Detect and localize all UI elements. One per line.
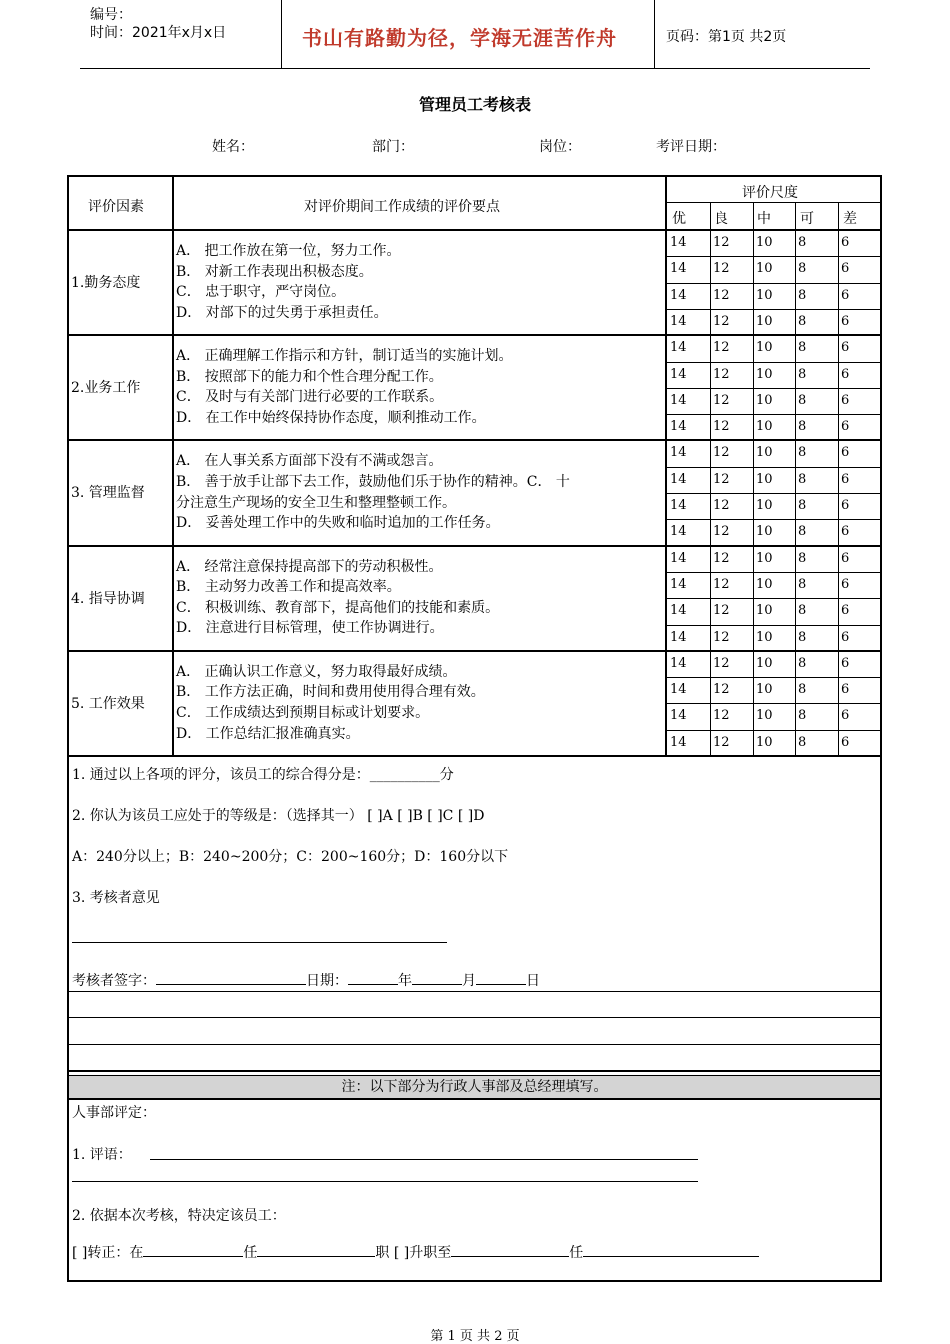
score-option[interactable]: 8 [798,392,807,408]
score-option[interactable]: 6 [841,682,850,698]
score-option[interactable]: 12 [713,392,730,408]
score-option[interactable]: 10 [756,366,773,382]
score-option[interactable]: 10 [756,419,773,435]
score-row-divider [667,388,881,389]
factor-row-divider [69,650,881,652]
comment-label: 1. 评语： [72,1147,132,1163]
score-row-divider [667,703,881,704]
score-option[interactable]: 8 [798,340,807,356]
score-option[interactable]: 14 [670,419,687,435]
promotion-row [72,1242,759,1262]
factor-row-divider [69,439,881,441]
score-option[interactable]: 14 [670,655,687,671]
score-option[interactable]: 6 [841,392,850,408]
grade-question[interactable]: 2. 你认为该员工应处于的等级是：（选择其一） [ ]A [ ]B [ ]C [ ]D [72,808,485,824]
month-blank[interactable] [412,970,462,985]
col-divider [753,203,754,756]
confirm-checkbox-label[interactable]: [ ]转正：在 [72,1245,144,1261]
score-option[interactable]: 14 [670,471,687,487]
evaluation-point: C． 及时与有关部门进行必要的工作联系。 [176,389,444,406]
factor-row-divider [69,334,881,336]
day-blank[interactable] [476,970,526,985]
score-option[interactable]: 6 [841,261,850,277]
year-label: 年 [398,973,412,989]
grade-poor: 差 [843,211,857,227]
score-option[interactable]: 6 [841,498,850,513]
col-divider [710,203,711,756]
comment-line[interactable] [72,1181,698,1182]
score-option[interactable]: 10 [756,313,773,329]
score-option[interactable]: 8 [798,708,807,724]
score-option[interactable]: 12 [713,471,730,487]
score-option[interactable]: 6 [841,419,850,435]
row-divider [69,991,881,992]
score-option[interactable]: 8 [798,682,807,698]
factor-name: 1.勤务态度 [71,275,141,291]
evaluation-point: D． 在工作中始终保持协作态度，顺利推动工作。 [176,409,486,426]
comment-line[interactable] [150,1159,698,1160]
form-title: 管理员工考核表 [418,95,531,114]
evaluation-point: C． 工作成绩达到预期目标或计划要求。 [176,704,430,721]
confirm-post-label: 任 [243,1245,258,1261]
evaluation-points [176,451,570,533]
score-option[interactable]: 12 [713,419,730,435]
signature-blank[interactable] [156,970,306,985]
col-divider [795,203,796,756]
score-option[interactable]: 14 [670,682,687,698]
score-option[interactable]: 6 [841,235,850,250]
grade-rule: A：240分以上；B：240~200分；C：200~160分；D：160分以下 [72,849,509,865]
score-option[interactable]: 12 [713,287,730,303]
score-option[interactable]: 10 [756,524,773,540]
score-row-divider [667,598,881,599]
evaluation-point: A． 正确认识工作意义，努力取得最好成绩。 [176,663,457,680]
score-option[interactable]: 12 [713,708,730,724]
evaluation-point: A． 在人事关系方面部下没有不满或怨言。 [176,453,443,470]
evaluation-point: D． 工作总结汇报准确真实。 [176,725,360,742]
row-divider [69,1017,881,1018]
score-option[interactable]: 8 [798,366,807,382]
score-option[interactable]: 14 [670,235,687,250]
evaluation-point: 分注意生产现场的安全卫生和整理整顿工作。 [176,494,456,511]
evaluation-points [176,557,499,639]
score-option[interactable]: 14 [670,550,687,566]
col-divider [838,203,839,756]
promote-post-label: 任 [569,1245,584,1261]
score-option[interactable]: 12 [713,524,730,540]
grade-average: 中 [757,211,771,227]
score-option[interactable]: 12 [713,734,730,750]
score-option[interactable]: 10 [756,576,773,592]
col-scale-header: 评价尺度 [742,185,798,201]
page-footer: 第 1 页 共 2 页 [430,1329,520,1344]
date-label: 日期： [306,973,348,989]
confirm-post-blank[interactable] [257,1242,375,1257]
score-option[interactable]: 12 [713,445,730,461]
score-row-divider [667,519,881,520]
score-option[interactable]: 8 [798,655,807,671]
score-option[interactable]: 14 [670,366,687,382]
score-row-divider [667,493,881,494]
col-points-header: 对评价期间工作成绩的评价要点 [304,199,500,215]
signature-label: 考核者签字： [72,973,156,989]
score-option[interactable]: 8 [798,313,807,329]
evaluation-point: B． 工作方法正确，时间和费用使用得合理有效。 [176,684,485,701]
motto: 书山有路勤为径，学海无涯苦作舟 [302,26,617,50]
score-option[interactable]: 14 [670,603,687,619]
page-header [80,0,870,69]
evaluation-point: A． 正确理解工作指示和方针，制订适当的实施计划。 [176,348,513,365]
factor-row-divider [69,545,881,547]
promote-post-blank[interactable] [583,1242,759,1257]
score-option[interactable]: 6 [841,445,850,461]
score-option[interactable]: 14 [670,392,687,408]
score-option[interactable]: 10 [756,734,773,750]
score-option[interactable]: 10 [756,261,773,277]
evaluation-point: B． 按照部下的能力和个性合理分配工作。 [176,368,443,385]
score-option[interactable]: 6 [841,287,850,303]
opinion-line[interactable] [72,942,447,943]
factor-name: 5. 工作效果 [71,695,145,712]
grade-good: 良 [714,211,728,227]
factor-name: 4. 指导协调 [71,590,145,607]
score-option[interactable]: 6 [841,603,850,619]
score-option[interactable]: 14 [670,340,687,356]
score-option[interactable]: 10 [756,629,773,645]
evaluation-points [176,346,513,428]
score-row-divider [667,730,881,731]
time-label: 时间：2021年x月x日 [90,25,227,41]
score-option[interactable]: 10 [756,235,773,250]
score-option[interactable]: 8 [798,550,807,566]
score-option[interactable]: 10 [756,708,773,724]
score-option[interactable]: 14 [670,498,687,513]
evaluation-points [176,241,401,323]
month-label: 月 [462,973,476,989]
score-option[interactable]: 6 [841,629,850,645]
evaluation-point: D． 妥善处理工作中的失败和临时追加的工作任务。 [176,515,500,532]
admin-note: 注：以下部分为行政人事部及总经理填写。 [69,1075,880,1100]
score-option[interactable]: 12 [713,235,730,250]
score-option[interactable]: 10 [756,498,773,513]
score-option[interactable]: 6 [841,734,850,750]
score-option[interactable]: 12 [713,313,730,329]
score-option[interactable]: 8 [798,235,807,250]
score-option[interactable]: 12 [713,550,730,566]
total-score-question: 1. 通过以上各项的评分，该员工的综合得分是：__________分 [72,767,454,783]
score-option[interactable]: 8 [798,445,807,461]
score-option[interactable]: 6 [841,708,850,724]
score-row-divider [667,362,881,363]
decision-label: 2. 依据本次考核，特决定该员工： [72,1208,286,1224]
score-option[interactable]: 8 [798,629,807,645]
score-row-divider [667,256,881,257]
score-option[interactable]: 14 [670,734,687,750]
score-option[interactable]: 14 [670,708,687,724]
score-option[interactable]: 8 [798,576,807,592]
score-option[interactable]: 10 [756,340,773,356]
header-divider [654,0,655,68]
score-option[interactable]: 6 [841,576,850,592]
page-info: 页码：第1页 共2页 [666,29,787,45]
row-divider [69,1044,881,1045]
score-option[interactable]: 10 [756,445,773,461]
evaluation-point: A． 把工作放在第一位，努力工作。 [176,243,401,259]
evaluation-point: C． 忠于职守，严守岗位。 [176,284,346,301]
day-label: 日 [526,973,540,989]
score-option[interactable]: 8 [798,603,807,619]
score-option[interactable]: 8 [798,261,807,277]
score-option[interactable]: 8 [798,287,807,303]
serial-label: 编号： [90,7,132,23]
review-date-field[interactable]: 考评日期： [656,139,726,155]
score-row-divider [667,283,881,284]
score-option[interactable]: 6 [841,655,850,671]
score-row-divider [667,414,881,415]
score-option[interactable]: 8 [798,734,807,750]
evaluation-point: A． 经常注意保持提高部下的劳动积极性。 [176,558,443,575]
department-field[interactable]: 部门： [372,139,414,155]
reviewer-opinion-label: 3. 考核者意见 [72,890,160,906]
col-divider [172,177,174,756]
evaluation-point: D． 对部下的过失勇于承担责任。 [176,304,388,321]
score-option[interactable]: 12 [713,366,730,382]
score-row-divider [667,677,881,678]
score-option[interactable]: 6 [841,313,850,329]
score-option[interactable]: 10 [756,392,773,408]
score-option[interactable]: 12 [713,629,730,645]
factor-name: 3. 管理监督 [71,485,145,502]
col-factor-header: 评价因素 [88,199,144,215]
row-divider [69,229,881,231]
evaluation-point: B． 主动努力改善工作和提高效率。 [176,579,401,596]
score-option[interactable]: 12 [713,603,730,619]
score-row-divider [667,572,881,573]
year-blank[interactable] [348,970,398,985]
score-option[interactable]: 6 [841,340,850,356]
score-row-divider [667,467,881,468]
score-option[interactable]: 14 [670,287,687,303]
score-option[interactable]: 8 [798,498,807,513]
score-option[interactable]: 14 [670,261,687,277]
row-divider [667,202,881,203]
score-option[interactable]: 6 [841,366,850,382]
score-option[interactable]: 8 [798,524,807,540]
promote-dept-blank[interactable] [451,1242,569,1257]
evaluation-point: D． 注意进行目标管理，使工作协调进行。 [176,620,444,637]
evaluation-points [176,662,485,744]
position-field[interactable]: 岗位： [539,139,581,155]
score-option[interactable]: 8 [798,419,807,435]
score-option[interactable]: 6 [841,550,850,566]
score-option[interactable]: 14 [670,524,687,540]
score-option[interactable]: 12 [713,682,730,698]
score-option[interactable]: 12 [713,340,730,356]
score-option[interactable]: 10 [756,655,773,671]
evaluation-point: B． 善于放手让部下去工作，鼓励他们乐于协作的精神。C． 十 [176,473,570,490]
signature-row [72,970,540,990]
grade-fair: 可 [800,211,814,227]
score-option[interactable]: 12 [713,261,730,277]
evaluation-point: B． 对新工作表现出积极态度。 [176,263,373,280]
promote-checkbox-label[interactable]: 职 [ ]升职至 [375,1245,452,1261]
score-option[interactable]: 12 [713,498,730,513]
factor-row-divider [69,755,881,757]
score-option[interactable]: 10 [756,287,773,303]
name-field[interactable]: 姓名： [212,139,254,155]
score-option[interactable]: 12 [713,576,730,592]
score-option[interactable]: 6 [841,471,850,487]
score-option[interactable]: 14 [670,313,687,329]
evaluation-point: C． 积极训练、教育部下，提高他们的技能和素质。 [176,599,500,616]
factor-name: 2.业务工作 [71,380,141,397]
score-option[interactable]: 8 [798,471,807,487]
grade-excellent: 优 [672,211,686,227]
score-option[interactable]: 10 [756,471,773,487]
score-option[interactable]: 10 [756,603,773,619]
score-option[interactable]: 14 [670,629,687,645]
score-option[interactable]: 10 [756,550,773,566]
score-option[interactable]: 6 [841,524,850,540]
hr-label: 人事部评定： [72,1105,156,1121]
score-option[interactable]: 14 [670,445,687,461]
header-divider [281,0,282,68]
confirm-dept-blank[interactable] [143,1242,243,1257]
score-option[interactable]: 10 [756,682,773,698]
score-row-divider [667,625,881,626]
score-option[interactable]: 14 [670,576,687,592]
score-row-divider [667,309,881,310]
score-option[interactable]: 12 [713,655,730,671]
